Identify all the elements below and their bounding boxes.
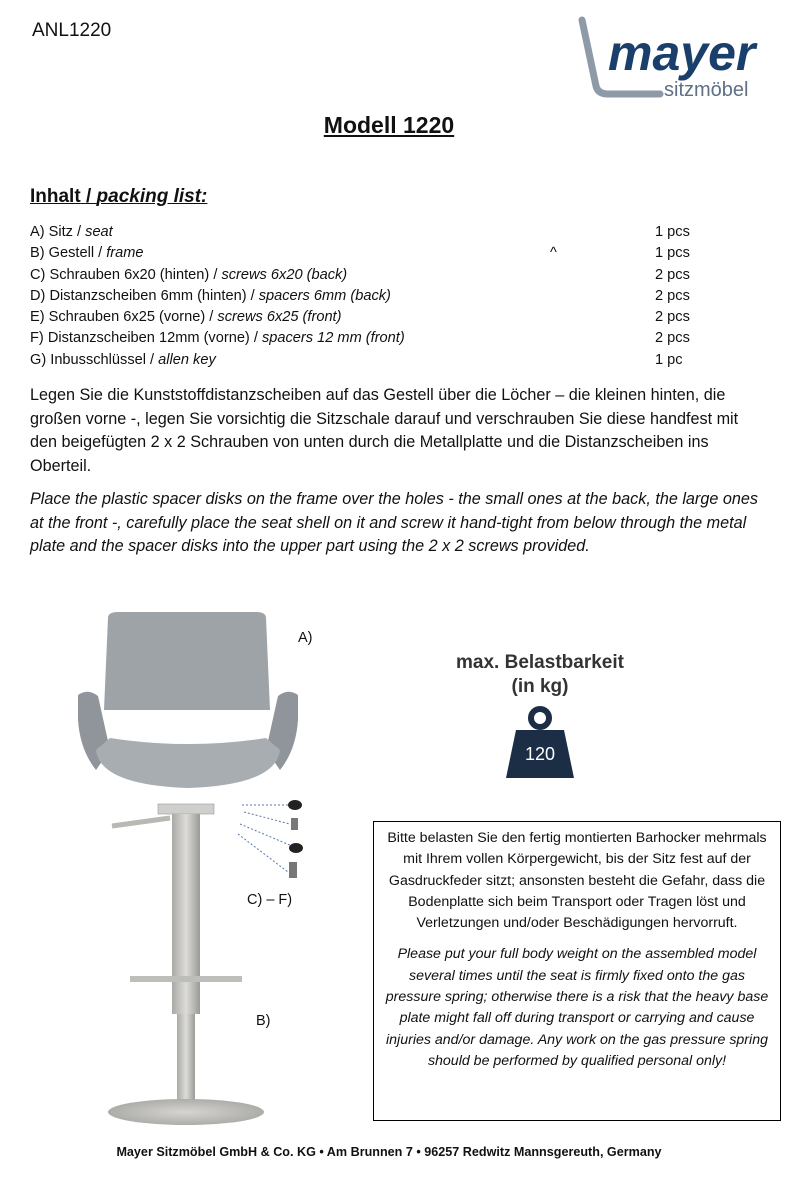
max-load-value: 120 [524,744,556,764]
max-load-heading [440,652,640,698]
frame-image [108,804,264,1125]
item-label-en: seat [85,224,113,240]
item-label-en: allen key [158,351,216,368]
instructions-de: Legen Sie die Kunststoffdistanzscheiben auf das Gestell über die Löcher – die kleinen hinten, die großen vorne -, legen Sie vorsichtig die Sitzschale darauf und verschrauben Sie diese handfest mit den beigefügten 2 x 2 Schrauben von unten durch die Metallplatte und die Distanzscheiben ins Oberteil. [30,386,739,475]
max-load-line1: max. Belastbarkeit [456,652,624,673]
item-label-de: G) Inbusschlüssel / [30,351,159,368]
item-quantity: 1 pcs [655,224,690,240]
brand-tagline: sitzmöbel [664,79,749,101]
packing-list-heading [30,186,207,208]
item-quantity: 1 pcs [655,245,690,262]
item-mark: ^ [550,245,557,262]
item-quantity: 2 pcs [655,266,690,283]
item-label-en: spacers 6mm (back) [258,287,391,304]
list-item [30,288,730,309]
label-frame: B) [256,1013,271,1029]
weight-icon [500,704,580,780]
list-item [30,352,730,373]
packing-list-heading-de: Inhalt [30,186,81,207]
warning-box [373,821,781,1121]
warning-de: Bitte belasten Sie den fertig montierten Barhocker mehrmals mit Ihrem vollen Körpergewicht, bis der Sitz fest auf der Gasdruckfeder sitzt; ansonsten besteht die Gefahr, dass die Bodenplatte sich beim Transport oder Tragen löst und Verletzungen und/oder Beschädigungen hervorruft. [387,830,767,932]
brand-name: mayer [608,25,756,81]
list-item [30,330,730,351]
item-quantity: 1 pc [655,351,683,368]
item-quantity: 2 pcs [655,309,690,326]
item-label-en: screws 6x25 (front) [217,309,342,326]
item-label-de: D) Distanzscheiben 6mm (hinten) / [30,287,259,304]
instructions-en: Place the plastic spacer disks on the frame over the holes - the small ones at the back, the large ones at the front -, carefully place the seat shell on it and screw it hand-tight from below through the metal plate and the spacer disks into the upper part using the 2 x 2 screws provided. [30,490,758,555]
list-item [30,224,730,245]
warning-en: Please put your full body weight on the assembled model several times until the seat is firmly fixed onto the gas pressure spring; otherwise there is a risk that the heavy base plate might fall off during transport or carrying and cause injuries and/or damage. Any work on the gas pressure spring should be performed by qualified personal only! [385,946,769,1069]
list-item [30,245,730,266]
packing-list-heading-sep: / [80,186,97,207]
page-title: Modell 1220 [323,112,455,138]
item-quantity: 2 pcs [655,330,690,347]
list-item [30,267,730,288]
item-label-de: E) Schrauben 6x25 (vorne) / [30,309,218,326]
bar-stool-illustration [60,600,390,1135]
item-label-de: B) Gestell / [30,245,107,262]
packing-list [30,224,730,373]
item-label-en: spacers 12 mm (front) [261,330,405,347]
item-label-en: frame [106,245,144,262]
item-quantity: 2 pcs [655,287,690,304]
mounting-parts-image [238,800,303,878]
footer-address: Mayer Sitzmöbel GmbH & Co. KG • Am Brunnen 7 • 96257 Redwitz Mannsgereuth, Germany [116,1145,662,1159]
item-label-de: C) Schrauben 6x20 (hinten) / [30,266,222,283]
max-load-line2: (in kg) [511,676,569,697]
item-label-de: A) Sitz / [30,224,86,240]
item-label-de: F) Distanzscheiben 12mm (vorne) / [30,330,262,347]
seat-shell-image [78,612,298,788]
list-item [30,309,730,330]
item-label-en: screws 6x20 (back) [221,266,348,283]
mayer-logo [578,16,783,102]
label-parts: C) – F) [247,892,293,908]
packing-list-heading-en: packing list: [96,186,208,207]
document-id: ANL1220 [32,20,112,41]
label-seat: A) [298,630,313,646]
